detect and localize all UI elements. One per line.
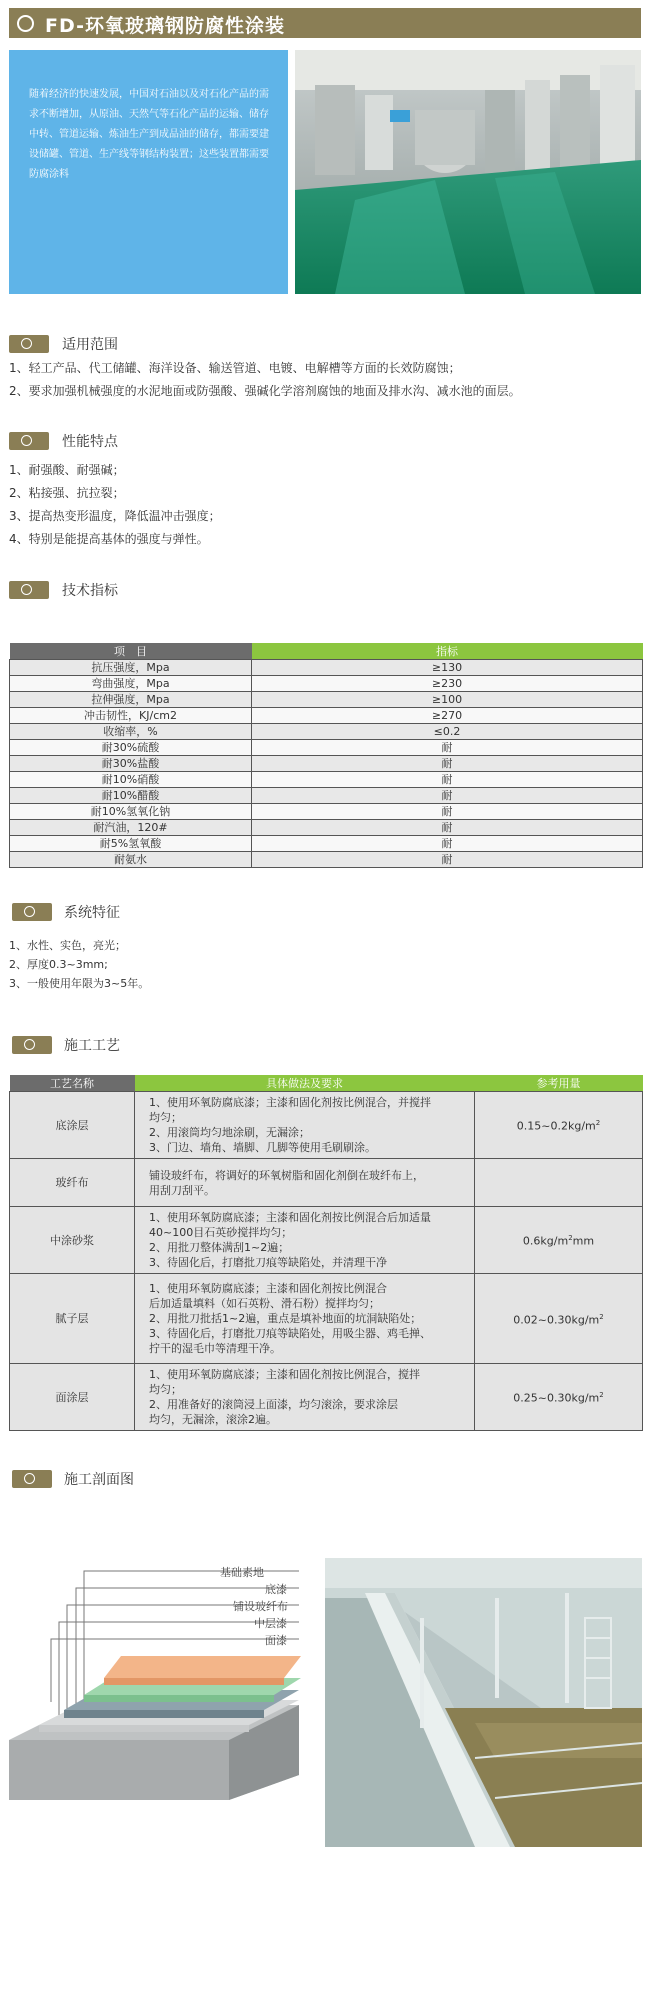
table-row: [10, 756, 643, 772]
spec-item-cell: 弯曲强度，Mpa: [10, 676, 252, 692]
circle-icon: [17, 15, 34, 32]
spec-item-cell: 抗压强度，Mpa: [10, 660, 252, 676]
process-usage-cell: [475, 1092, 643, 1159]
section-title-specs: 技术指标: [62, 583, 118, 599]
process-header-name: 工艺名称: [10, 1075, 135, 1092]
features-list: [9, 459, 221, 551]
spec-item-cell: 冲击韧性，KJ/cm2: [10, 708, 252, 724]
desc-line: 用刮刀刮平。: [149, 1183, 215, 1197]
list-item: 4、特别是能提高基体的强度与弹性。: [9, 532, 209, 546]
desc-line: 1、使用环氧防腐底漆；主漆和固化剂按比例混合，搅拌: [149, 1368, 420, 1381]
spec-item-cell: 耐10%氢氧化钠: [10, 804, 252, 820]
process-usage-cell: [475, 1274, 643, 1364]
desc-line: 后加适量填料（如石英粉、滑石粉）搅拌均匀；: [149, 1297, 380, 1310]
table-row: [10, 788, 643, 804]
desc-line: 3、门边、墙角、墙脚、几脚等使用毛刷刷涂。: [149, 1141, 376, 1154]
spec-value-cell: 耐: [252, 804, 643, 820]
table-row: [10, 1207, 643, 1274]
layer-diagram: [9, 1560, 309, 1800]
process-usage-cell: [475, 1207, 643, 1274]
table-row: [10, 772, 643, 788]
system-list: [9, 936, 149, 993]
intro-box: [9, 50, 288, 294]
process-name-cell: 玻纤布: [10, 1159, 135, 1207]
spec-value-cell: ≥100: [252, 692, 643, 708]
section-marker: [9, 335, 49, 353]
table-row: [10, 660, 643, 676]
spec-item-cell: 耐10%醋酸: [10, 788, 252, 804]
list-item: 3、一般使用年限为3~5年。: [9, 977, 150, 990]
usage-unit-exponent: 2: [568, 1234, 573, 1243]
desc-line: 1、使用环氧防腐底漆；主漆和固化剂按比例混合后加适量: [149, 1211, 431, 1224]
desc-line: 2、用批刀整体满刮1~2遍；: [149, 1241, 290, 1254]
desc-line: 1、使用环氧防腐底漆；主漆和固化剂按比例混合，并搅拌: [149, 1096, 431, 1109]
desc-line: 均匀；: [149, 1111, 182, 1124]
list-item: 1、轻工产品、代工储罐、海洋设备、输送管道、电镀、电解槽等方面的长效防腐蚀；: [9, 361, 461, 375]
process-usage-cell: [475, 1159, 643, 1207]
spec-value-cell: 耐: [252, 852, 643, 868]
process-desc-cell: [135, 1207, 475, 1274]
section-title-features: 性能特点: [62, 434, 118, 450]
spec-value-cell: 耐: [252, 756, 643, 772]
desc-line: 均匀，无漏涂，滚涂2遍。: [149, 1413, 277, 1426]
tank-photo: [325, 1558, 642, 1847]
table-row: [10, 1159, 643, 1207]
spec-item-cell: 耐30%盐酸: [10, 756, 252, 772]
desc-line: 3、待固化后，打磨批刀痕等缺陷处，并清理干净: [149, 1256, 387, 1269]
desc-line: 2、用批刀批括1~2遍，重点是填补地面的坑洞缺陷处；: [149, 1312, 422, 1325]
spec-item-cell: 耐5%氢氧酸: [10, 836, 252, 852]
section-title-system: 系统特征: [64, 905, 120, 921]
process-desc-cell: [135, 1364, 475, 1431]
process-name-cell: 面涂层: [10, 1364, 135, 1431]
spec-value-cell: 耐: [252, 740, 643, 756]
page-title: FD-环氧玻璃钢防腐性涂装: [45, 15, 285, 37]
process-table: [9, 1075, 643, 1431]
table-row: [10, 820, 643, 836]
layer-label-middle-coat: 中层漆: [254, 1617, 287, 1630]
table-row: [10, 692, 643, 708]
spec-item-cell: 耐10%硝酸: [10, 772, 252, 788]
section-marker: [9, 581, 49, 599]
table-row: [10, 804, 643, 820]
section-marker: [12, 903, 52, 921]
section-marker: [12, 1036, 52, 1054]
table-row: [10, 852, 643, 868]
section-marker: [12, 1470, 52, 1488]
desc-line: 均匀；: [149, 1383, 182, 1396]
table-row: [10, 740, 643, 756]
spec-header-item: 项 目: [10, 643, 252, 660]
spec-value-cell: 耐: [252, 772, 643, 788]
scope-list: [9, 357, 521, 403]
desc-line: 40~100目石英砂搅拌均匀；: [149, 1226, 293, 1239]
list-item: 3、提高热变形温度，降低温冲击强度；: [9, 509, 221, 523]
table-row: [10, 836, 643, 852]
table-row: [10, 676, 643, 692]
usage-value: 0.6kg/m: [522, 1234, 569, 1248]
spec-item-cell: 耐30%硫酸: [10, 740, 252, 756]
usage-value: 0.25~0.30kg/m: [513, 1391, 600, 1405]
layer-label-base: 基础素地: [220, 1566, 264, 1579]
spec-value-cell: 耐: [252, 820, 643, 836]
list-item: 1、耐强酸、耐强碱；: [9, 463, 125, 477]
process-header-usage: 参考用量: [475, 1075, 643, 1092]
layer-label-fiberglass: 铺设玻纤布: [233, 1600, 288, 1613]
table-row: [10, 1274, 643, 1364]
spec-item-cell: 耐汽油，120#: [10, 820, 252, 836]
process-usage-cell: [475, 1364, 643, 1431]
layer-label-top-coat: 面漆: [265, 1634, 287, 1647]
intro-text: 随着经济的快速发展，中国对石油以及对石化产品的需求不断增加，从原油、天然气等石化产品的运输、储存中转、管道运输、炼油生产到成品油的储存，都需要建设储罐、管道、生产线等钢结构装置；这些装置都需要防腐涂料: [29, 89, 269, 180]
desc-line: 1、使用环氧防腐底漆；主漆和固化剂按比例混合: [149, 1282, 387, 1295]
spec-value-cell: ≥270: [252, 708, 643, 724]
process-name-cell: 中涂砂浆: [10, 1207, 135, 1274]
list-item: 2、厚度0.3~3mm;: [9, 958, 108, 971]
section-title-scope: 适用范围: [62, 337, 118, 353]
list-item: 2、粘接强、抗拉裂；: [9, 486, 125, 500]
spec-value-cell: 耐: [252, 836, 643, 852]
desc-line: 2、用准备好的滚筒浸上面漆，均匀滚涂，要求涂层: [149, 1398, 398, 1411]
list-item: 2、要求加强机械强度的水泥地面或防强酸、强碱化学溶剂腐蚀的地面及排水沟、减水池的面层。: [9, 384, 521, 398]
section-title-section-view: 施工剖面图: [64, 1472, 134, 1488]
process-name-cell: 腻子层: [10, 1274, 135, 1364]
process-header-desc: 具体做法及要求: [135, 1075, 475, 1092]
table-row: [10, 724, 643, 740]
title-bar: [9, 8, 641, 38]
usage-unit-exponent: 2: [599, 1391, 604, 1400]
usage-unit-exponent: 2: [599, 1312, 604, 1321]
usage-unit-exponent: 2: [595, 1119, 601, 1128]
factory-floor-photo: [295, 50, 641, 294]
process-desc-cell: [135, 1274, 475, 1364]
section-title-process: 施工工艺: [64, 1038, 120, 1054]
desc-line: 铺设玻纤布，将调好的环氧树脂和固化剂倒在玻纤布上，: [149, 1168, 424, 1182]
table-row: [10, 708, 643, 724]
spec-value-cell: ≥230: [252, 676, 643, 692]
usage-value: 0.15~0.2kg/m: [516, 1119, 596, 1133]
spec-value-cell: 耐: [252, 788, 643, 804]
section-marker: [9, 432, 49, 450]
process-name-cell: 底涂层: [10, 1092, 135, 1159]
spec-item-cell: 收缩率，%: [10, 724, 252, 740]
table-row: [10, 1092, 643, 1159]
spec-value-cell: ≤0.2: [252, 724, 643, 740]
desc-line: 2、用滚筒均匀地涂刷，无漏涂；: [149, 1126, 310, 1139]
spec-item-cell: 拉伸强度，Mpa: [10, 692, 252, 708]
table-row: [10, 1364, 643, 1431]
usage-value: 0.02~0.30kg/m: [513, 1313, 600, 1327]
desc-line: 3、待固化后，打磨批刀痕等缺陷处，用吸尘器、鸡毛掸、: [149, 1327, 431, 1340]
process-desc-cell: [135, 1159, 475, 1207]
spec-header-value: 指标: [252, 643, 643, 660]
spec-value-cell: ≥130: [252, 660, 643, 676]
list-item: 1、水性、实色，亮光；: [9, 939, 126, 952]
spec-item-cell: 耐氨水: [10, 852, 252, 868]
usage-unit-tail: mm: [572, 1234, 595, 1248]
spec-table: [9, 643, 643, 868]
layer-label-primer: 底漆: [265, 1583, 287, 1596]
desc-line: 拧干的湿毛巾等清理干净。: [149, 1342, 281, 1355]
process-desc-cell: [135, 1092, 475, 1159]
